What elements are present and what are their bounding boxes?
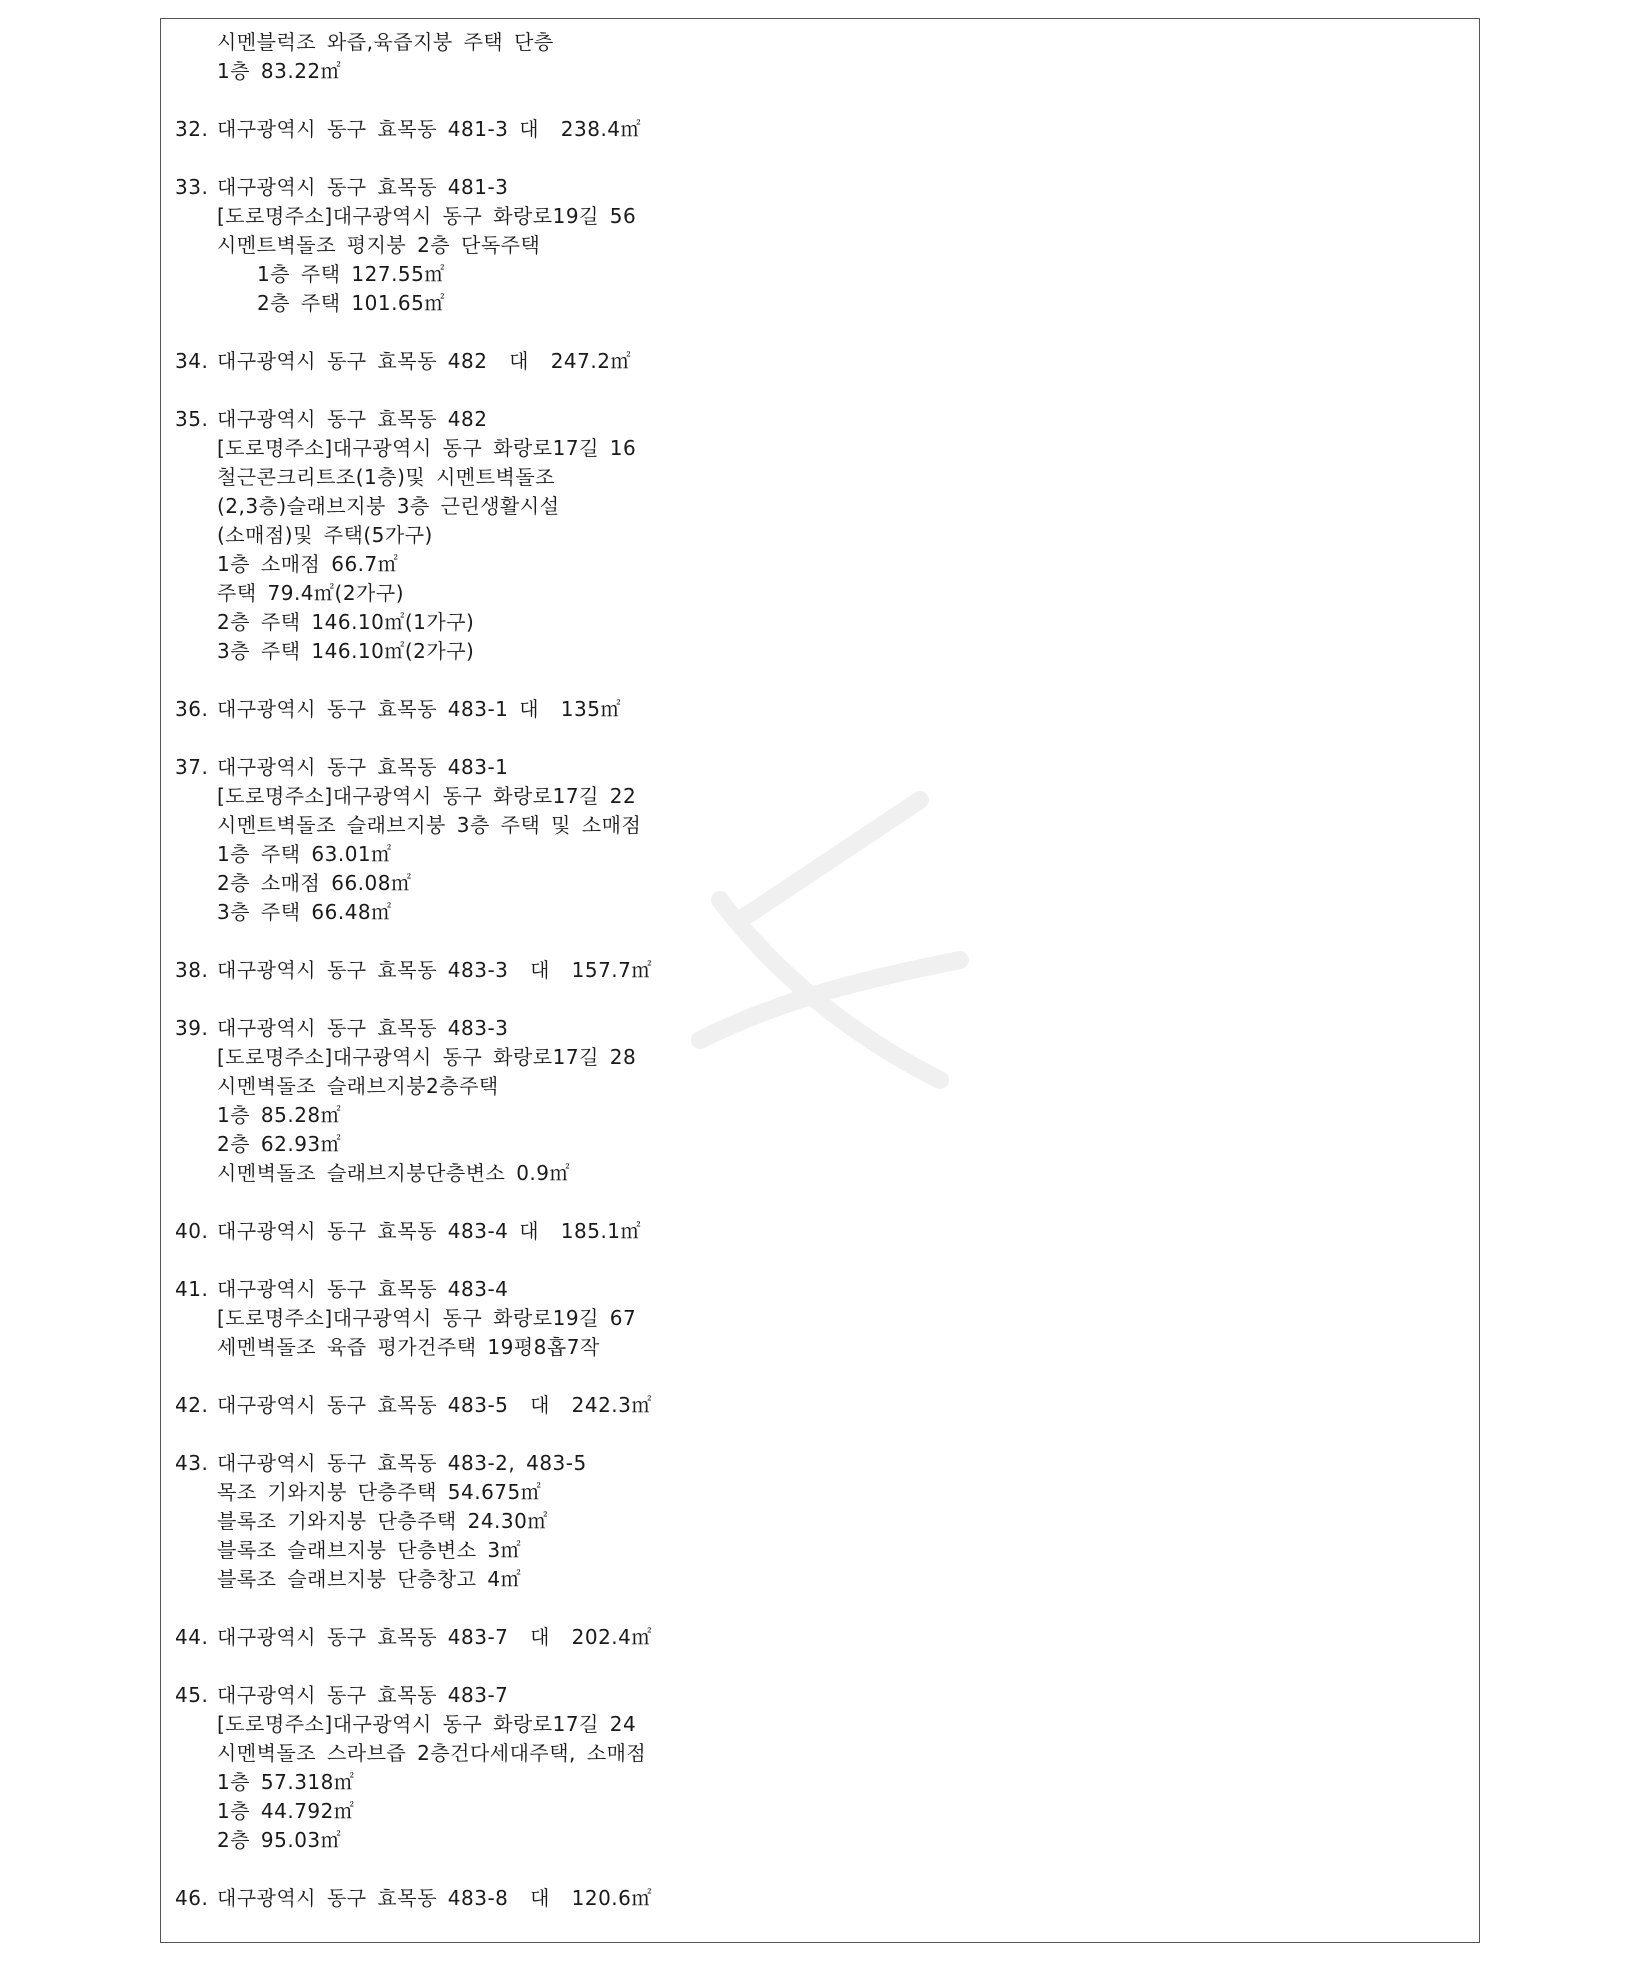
list-item	[175, 28, 1375, 86]
entry-detail-line: 2층 62.93㎡	[217, 1132, 342, 1156]
entry-header-line	[175, 956, 1375, 985]
entry-detail-line: [도로명주소]대구광역시 동구 화랑로19길 67	[217, 1306, 637, 1330]
list-item	[175, 405, 1375, 666]
entry-number: 33.	[175, 175, 209, 199]
list-item	[175, 1275, 1375, 1362]
list-item	[175, 347, 1375, 376]
entry-text: 대구광역시 동구 효목동 483-1 대 135㎡	[217, 697, 621, 721]
entry-detail-line: 1층 주택 127.55㎡	[257, 262, 445, 286]
entry-detail-line: [도로명주소]대구광역시 동구 화랑로17길 22	[217, 784, 637, 808]
entry-header-line	[175, 405, 1375, 434]
entry-number: 40.	[175, 1219, 209, 1243]
entry-detail-line: 블록조 슬래브지붕 단층변소 3㎡	[217, 1538, 522, 1562]
entry-detail-line: 2층 주택 101.65㎡	[257, 291, 445, 315]
entry-detail-line: 블록조 슬래브지붕 단층창고 4㎡	[217, 1567, 522, 1591]
entry-detail-line: 철근콘크리트조(1층)및 시멘트벽돌조	[217, 465, 555, 489]
entry-detail-line: 1층 85.28㎡	[217, 1103, 342, 1127]
entry-detail-line: [도로명주소]대구광역시 동구 화랑로17길 28	[217, 1045, 637, 1069]
entry-text: 대구광역시 동구 효목동 483-3	[217, 1016, 509, 1040]
list-item	[175, 753, 1375, 927]
entry-detail-line: 2층 95.03㎡	[217, 1828, 342, 1852]
entry-text: 대구광역시 동구 효목동 483-3 대 157.7㎡	[217, 958, 652, 982]
entry-header-line	[175, 173, 1375, 202]
entry-text: 대구광역시 동구 효목동 482	[217, 407, 488, 431]
list-item	[175, 956, 1375, 985]
entry-detail-line: [도로명주소]대구광역시 동구 화랑로19길 56	[217, 204, 637, 228]
entry-detail-line: [도로명주소]대구광역시 동구 화랑로17길 16	[217, 436, 637, 460]
entry-header-line	[175, 347, 1375, 376]
entry-header-line	[175, 1884, 1375, 1913]
entry-header-line	[175, 1391, 1375, 1420]
entry-detail-line: 주택 79.4㎡(2가구)	[217, 581, 404, 605]
entry-detail-line: 세멘벽돌조 육즙 평가건주택 19평8홉7작	[217, 1335, 600, 1359]
entry-number: 41.	[175, 1277, 209, 1301]
entry-detail-line: 1층 주택 63.01㎡	[217, 842, 392, 866]
entry-detail-line: 1층 83.22㎡	[217, 59, 342, 83]
entry-text: 대구광역시 동구 효목동 481-3 대 238.4㎡	[217, 117, 642, 141]
entry-detail-line: 시멘벽돌조 스라브즙 2층건다세대주택, 소매점	[217, 1741, 647, 1765]
entry-detail-line: 3층 주택 66.48㎡	[217, 900, 392, 924]
list-item	[175, 1884, 1375, 1913]
list-item	[175, 1681, 1375, 1855]
entry-number: 34.	[175, 349, 209, 373]
entry-detail-line: [도로명주소]대구광역시 동구 화랑로17길 24	[217, 1712, 637, 1736]
entry-number: 46.	[175, 1886, 209, 1910]
entry-header-line	[175, 115, 1375, 144]
entry-header-line	[175, 1217, 1375, 1246]
entry-detail-line: 목조 기와지붕 단층주택 54.675㎡	[217, 1480, 542, 1504]
entry-header-line	[175, 695, 1375, 724]
list-item	[175, 1014, 1375, 1188]
entry-detail-line: 3층 주택 146.10㎡(2가구)	[217, 639, 475, 663]
entry-text: 대구광역시 동구 효목동 481-3	[217, 175, 509, 199]
entry-number: 39.	[175, 1016, 209, 1040]
entry-detail-line: (소매점)및 주택(5가구)	[217, 523, 433, 547]
entry-number: 38.	[175, 958, 209, 982]
entry-detail-line: 시멘트벽돌조 평지붕 2층 단독주택	[217, 233, 541, 257]
entry-detail-line: 2층 소매점 66.08㎡	[217, 871, 412, 895]
entry-detail-line: 시멘벽돌조 슬래브지붕2층주택	[217, 1074, 499, 1098]
entry-number: 37.	[175, 755, 209, 779]
entry-number: 36.	[175, 697, 209, 721]
entry-text: 대구광역시 동구 효목동 483-7	[217, 1683, 509, 1707]
list-item	[175, 1449, 1375, 1594]
entry-text: 대구광역시 동구 효목동 483-4 대 185.1㎡	[217, 1219, 642, 1243]
entry-detail-line: (2,3층)슬래브지붕 3층 근린생활시설	[217, 494, 560, 518]
entry-detail-line: 1층 소매점 66.7㎡	[217, 552, 399, 576]
entry-header-line	[175, 1275, 1375, 1304]
list-item	[175, 1217, 1375, 1246]
entry-number: 42.	[175, 1393, 209, 1417]
entry-text: 대구광역시 동구 효목동 483-5 대 242.3㎡	[217, 1393, 652, 1417]
entry-text: 대구광역시 동구 효목동 483-2, 483-5	[217, 1451, 587, 1475]
entry-number: 43.	[175, 1451, 209, 1475]
entry-text: 대구광역시 동구 효목동 483-7 대 202.4㎡	[217, 1625, 652, 1649]
entry-text: 대구광역시 동구 효목동 482 대 247.2㎡	[217, 349, 631, 373]
entry-number: 32.	[175, 117, 209, 141]
entry-text: 대구광역시 동구 효목동 483-1	[217, 755, 509, 779]
entry-detail-line: 시멘블럭조 와즙,육즙지붕 주택 단층	[217, 30, 554, 54]
entry-number: 45.	[175, 1683, 209, 1707]
entry-detail-line: 시멘트벽돌조 슬래브지붕 3층 주택 및 소매점	[217, 813, 642, 837]
list-item	[175, 1623, 1375, 1652]
list-item	[175, 695, 1375, 724]
entry-header-line	[175, 1449, 1375, 1478]
entry-header-line	[175, 1681, 1375, 1710]
entry-text: 대구광역시 동구 효목동 483-4	[217, 1277, 509, 1301]
entry-number: 35.	[175, 407, 209, 431]
list-item	[175, 173, 1375, 318]
list-item	[175, 115, 1375, 144]
entry-detail-line: 1층 57.318㎡	[217, 1770, 355, 1794]
entry-header-line	[175, 1014, 1375, 1043]
entry-text: 대구광역시 동구 효목동 483-8 대 120.6㎡	[217, 1886, 652, 1910]
entry-detail-line: 시멘벽돌조 슬래브지붕단층변소 0.9㎡	[217, 1161, 571, 1185]
entry-number: 44.	[175, 1625, 209, 1649]
entry-header-line	[175, 753, 1375, 782]
property-list	[175, 28, 1375, 1942]
entry-header-line	[175, 1623, 1375, 1652]
entry-detail-line: 2층 주택 146.10㎡(1가구)	[217, 610, 475, 634]
list-item	[175, 1391, 1375, 1420]
entry-detail-line: 블록조 기와지붕 단층주택 24.30㎡	[217, 1509, 548, 1533]
entry-detail-line: 1층 44.792㎡	[217, 1799, 355, 1823]
